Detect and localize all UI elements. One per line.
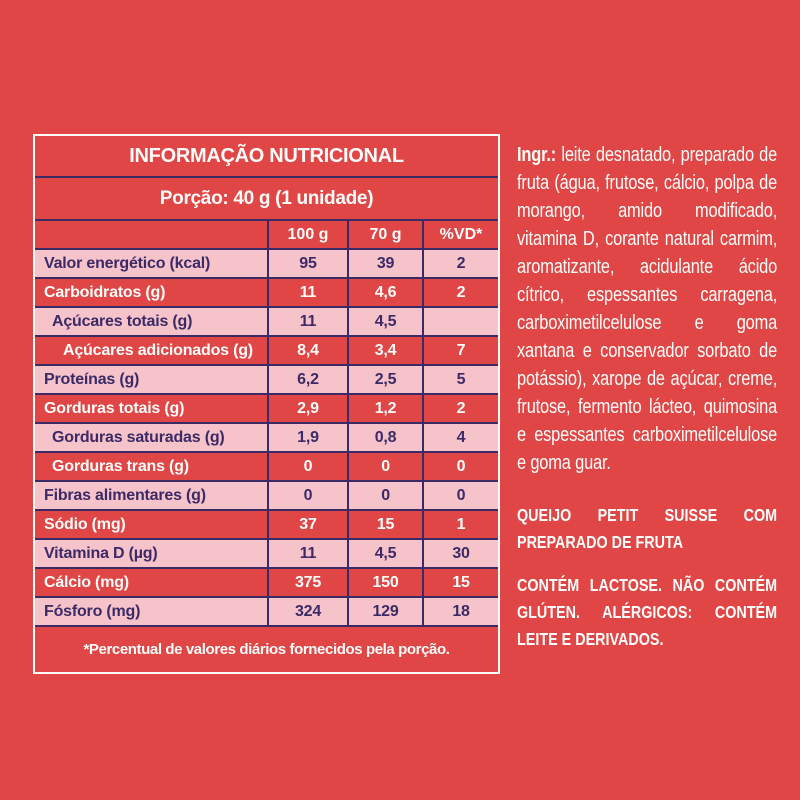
row-value: 1,2 — [347, 395, 422, 422]
row-value: 15 — [422, 569, 498, 596]
row-value: 4,5 — [347, 308, 422, 335]
table-footnote: *Percentual de valores diários fornecidos pela porção. — [35, 625, 498, 672]
table-row — [35, 277, 498, 306]
row-value: 11 — [267, 540, 347, 567]
row-value: 11 — [267, 308, 347, 335]
row-value: 0 — [422, 482, 498, 509]
nutrition-table — [33, 134, 500, 674]
row-value: 2 — [422, 250, 498, 277]
row-value: 2,9 — [267, 395, 347, 422]
row-label: Proteínas (g) — [44, 370, 140, 388]
table-row — [35, 509, 498, 538]
row-value: 4 — [422, 424, 498, 451]
row-value: 129 — [347, 598, 422, 625]
row-value: 2 — [422, 395, 498, 422]
row-label: Gorduras saturadas (g) — [52, 428, 225, 446]
row-label: Gorduras totais (g) — [44, 399, 185, 417]
row-value: 11 — [267, 279, 347, 306]
right-text-column — [517, 141, 777, 653]
row-value: 1 — [422, 511, 498, 538]
row-value: 6,2 — [267, 366, 347, 393]
ingredients-label: Ingr.: — [517, 144, 557, 166]
product-name: QUEIJO PETIT SUISSE COM PREPARADO DE FRUTA — [517, 505, 778, 552]
row-label: Sódio (mg) — [44, 515, 126, 533]
row-value: 324 — [267, 598, 347, 625]
column-header-100g: 100 g — [267, 221, 347, 248]
row-label: Gorduras trans (g) — [52, 457, 189, 475]
table-title: INFORMAÇÃO NUTRICIONAL — [129, 144, 404, 167]
row-value: 39 — [347, 250, 422, 277]
row-value: 18 — [422, 598, 498, 625]
ingredients-text: leite desnatado, preparado de fruta (água, frutose, cálcio, polpa de morango, amido modificado, vitamina D, corante natural carmim, aromatizante, acidulante ácido cítrico, espessantes carragena, carboximetilcelulose e goma xantana e conservador sorbato de potássio), xarope de açúcar, creme, frutose, fermento lácteo, quimosina e espessantes carboximetilcelulose e goma guar. — [517, 144, 778, 474]
row-value: 2 — [422, 279, 498, 306]
row-value: 30 — [422, 540, 498, 567]
row-value: 5 — [422, 366, 498, 393]
ingredients-paragraph — [517, 141, 777, 477]
row-value: 4,5 — [347, 540, 422, 567]
row-label: Valor energético (kcal) — [44, 254, 211, 272]
row-value: 0 — [347, 453, 422, 480]
row-value — [422, 308, 498, 335]
row-value: 3,4 — [347, 337, 422, 364]
table-row — [35, 480, 498, 509]
table-row — [35, 596, 498, 625]
row-value: 8,4 — [267, 337, 347, 364]
table-row — [35, 335, 498, 364]
row-label: Fibras alimentares (g) — [44, 486, 206, 504]
row-label: Carboidratos (g) — [44, 283, 166, 301]
column-header-70g: 70 g — [347, 221, 422, 248]
row-value: 0 — [267, 453, 347, 480]
row-value: 0 — [347, 482, 422, 509]
table-row — [35, 538, 498, 567]
row-value: 37 — [267, 511, 347, 538]
column-header-row — [35, 219, 498, 248]
row-label: Cálcio (mg) — [44, 573, 129, 591]
row-value: 2,5 — [347, 366, 422, 393]
allergen-info: CONTÉM LACTOSE. NÃO CONTÉM GLÚTEN. ALÉRGICOS: CONTÉM LEITE E DERIVADOS. — [517, 575, 778, 649]
row-value: 4,6 — [347, 279, 422, 306]
row-value: 375 — [267, 569, 347, 596]
row-value: 15 — [347, 511, 422, 538]
column-header-vd: %VD* — [422, 221, 498, 248]
row-value: 150 — [347, 569, 422, 596]
table-rows — [35, 248, 498, 625]
row-value: 0 — [267, 482, 347, 509]
row-value: 0 — [422, 453, 498, 480]
row-label: Açúcares adicionados (g) — [63, 341, 253, 359]
table-row — [35, 451, 498, 480]
row-label: Vitamina D (µg) — [44, 544, 158, 562]
column-header-spacer — [35, 221, 267, 248]
table-row — [35, 422, 498, 451]
serving-size: Porção: 40 g (1 unidade) — [35, 176, 498, 219]
row-value: 7 — [422, 337, 498, 364]
table-row — [35, 248, 498, 277]
table-row — [35, 306, 498, 335]
table-row — [35, 567, 498, 596]
table-row — [35, 364, 498, 393]
row-value: 1,9 — [267, 424, 347, 451]
row-value: 0,8 — [347, 424, 422, 451]
row-label: Fósforo (mg) — [44, 602, 141, 620]
table-row — [35, 393, 498, 422]
row-value: 95 — [267, 250, 347, 277]
row-label: Açúcares totais (g) — [52, 312, 193, 330]
